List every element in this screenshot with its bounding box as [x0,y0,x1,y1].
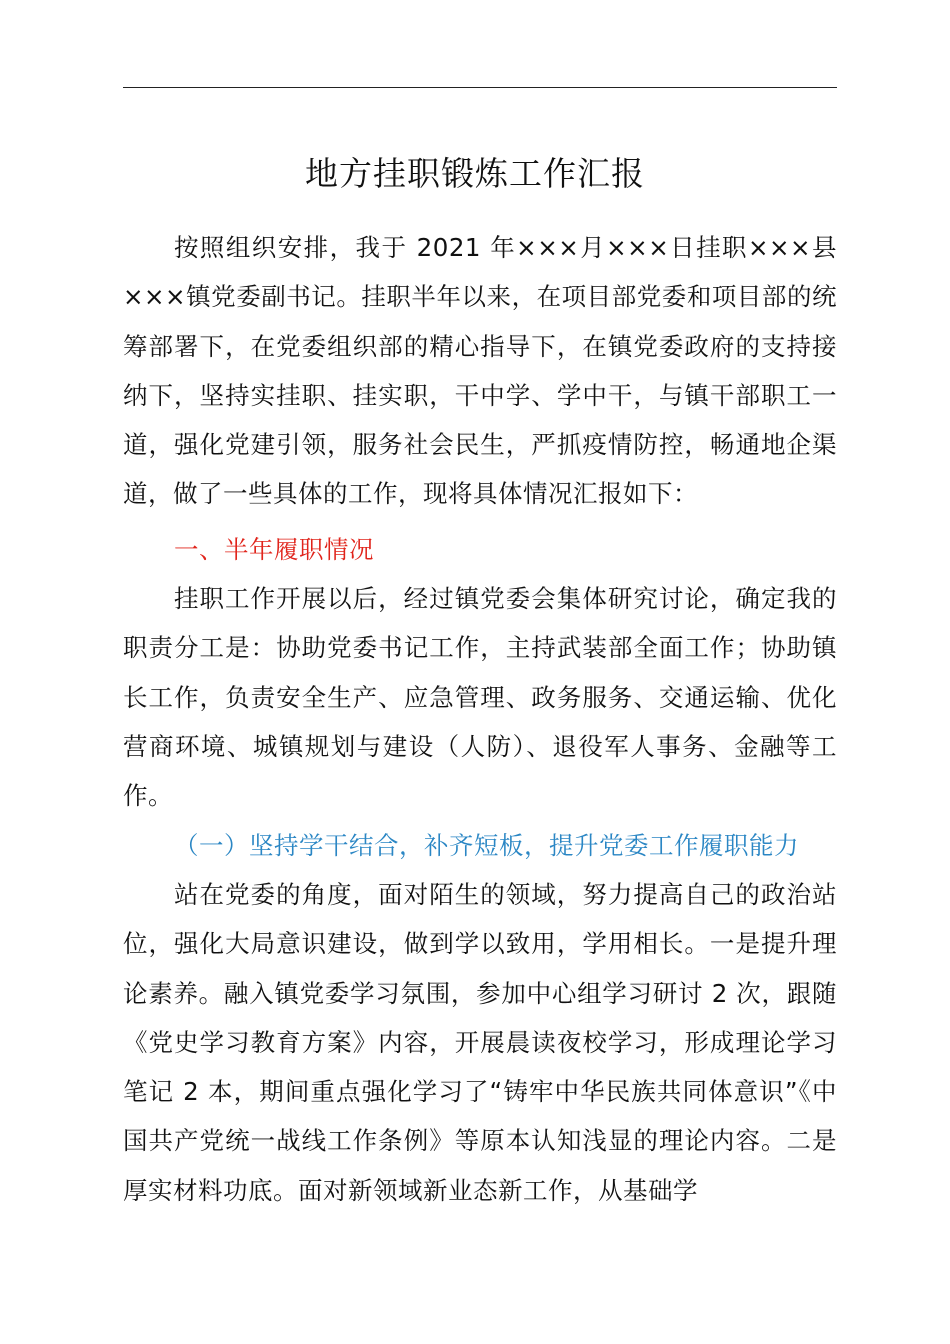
header-rule [123,87,837,88]
section-paragraph: 挂职工作开展以后，经过镇党委会集体研究讨论，确定我的职责分工是：协助党委书记工作，主持武装部全面工作；协助镇长工作，负责安全生产、应急管理、政务服务、交通运输、优化营商环境、城镇规划与建设（人防）、退役军人事务、金融等工作。 [123,584,837,811]
subsection-paragraph: 站在党委的角度，面对陌生的领域，努力提高自己的政治站位，强化大局意识建设，做到学以致用，学用相长。一是提升理论素养。融入镇党委学习氛围，参加中心组学习研讨 2 次，跟随《党史学习教育方案》内容，开展晨读夜校学习，形成理论学习笔记 2 本，期间重点强化学习了“铸牢中华民族共同体意识”《中国共产党统一战线工作条例》等原本认知浅显的理论内容。二是厚实材料功底。面对新领域新业态新工作，从基础学 [123,880,837,1205]
intro-paragraph: 按照组织安排，我于 2021 年×××月×××日挂职×××县×××镇党委副书记。挂职半年以来，在项目部党委和项目部的统筹部署下，在党委组织部的精心指导下，在镇党委政府的支持接纳下，坚持实挂职、挂实职，干中学、学中干，与镇干部职工一道，强化党建引领，服务社会民生，严抓疫情防控，畅通地企渠道，做了一些具体的工作，现将具体情况汇报如下： [123,233,837,509]
document-title: 地方挂职锻炼工作汇报 [305,154,645,193]
subsection-heading: （一）坚持学干结合，补齐短板，提升党委工作履职能力 [174,831,799,860]
section-heading: 一、半年履职情况 [174,535,374,564]
